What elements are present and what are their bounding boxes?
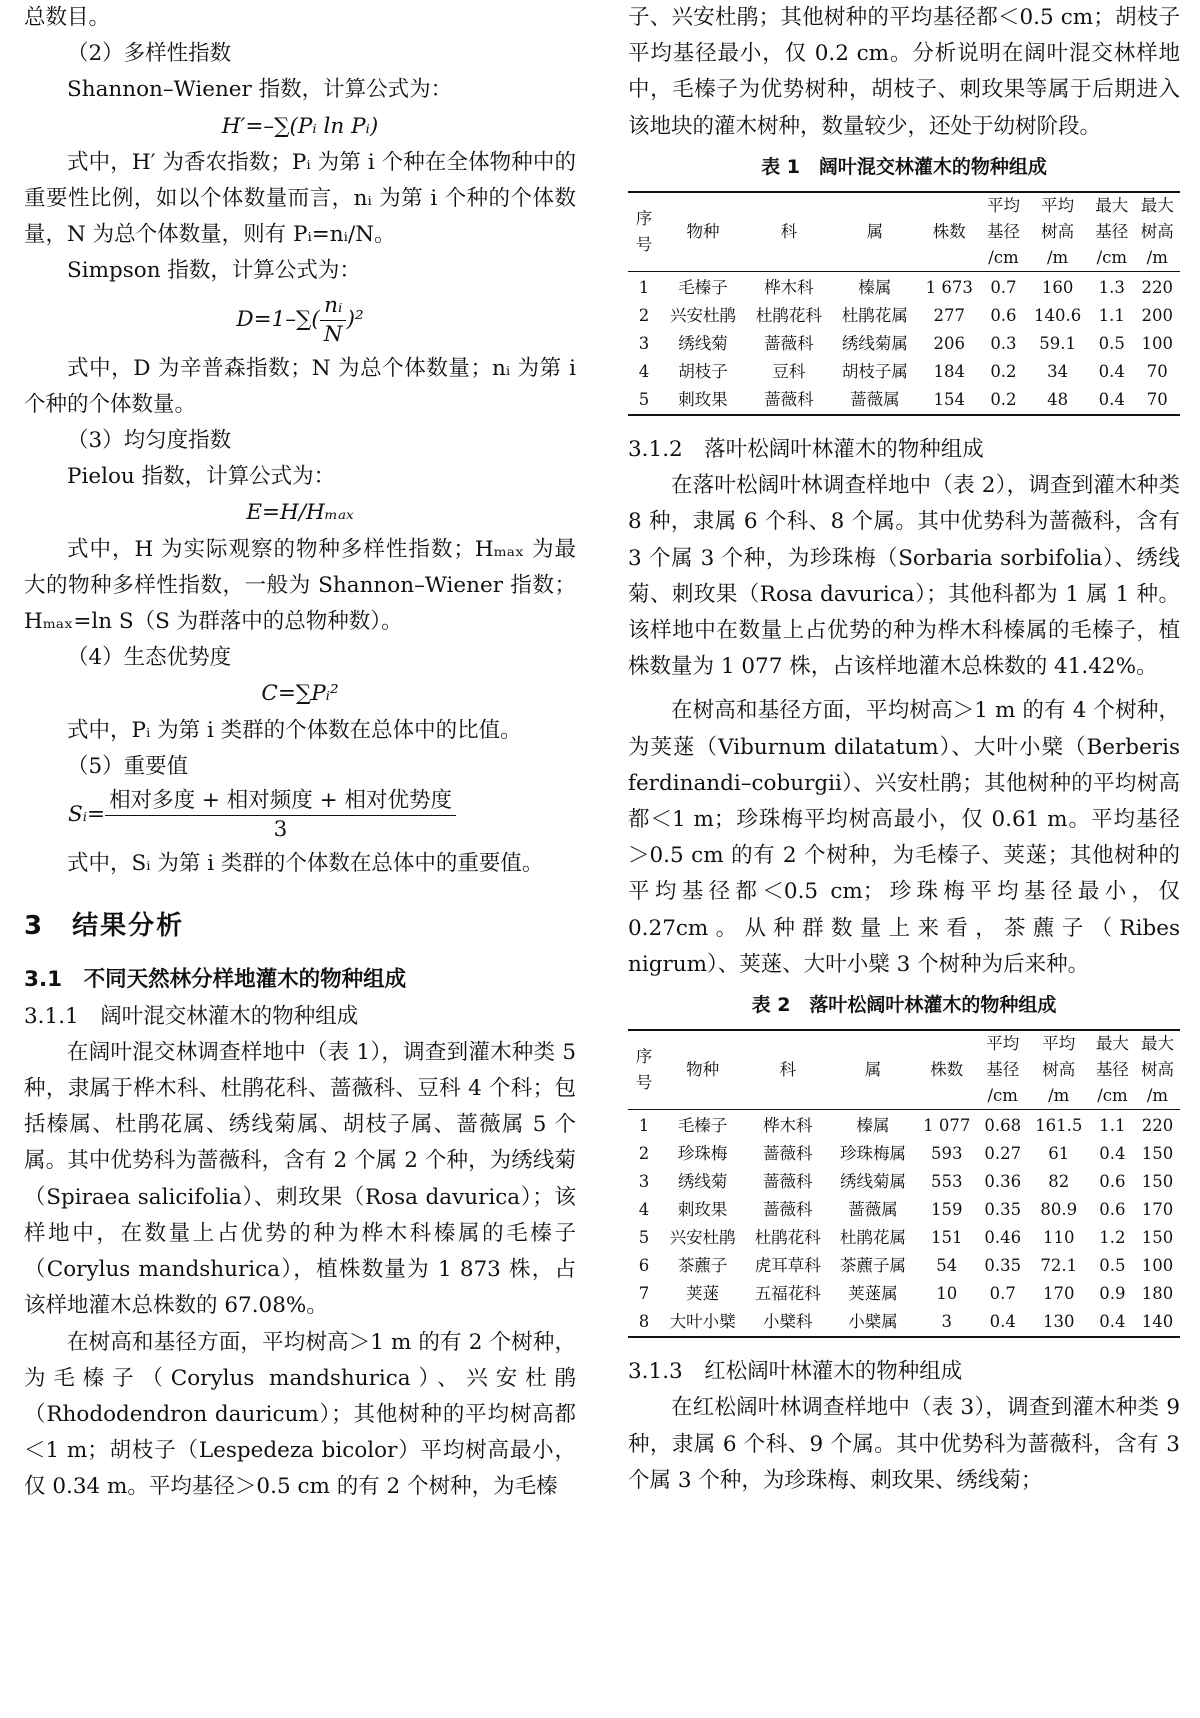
col-header-avg-h-unit: /m (1026, 245, 1089, 272)
table-cell: 1.1 (1099, 1116, 1126, 1136)
table-cell: 154 (933, 390, 966, 410)
col-header-avg-d-2: 基径 (986, 222, 1020, 242)
table-cell: 553 (931, 1172, 963, 1192)
table-cell: 593 (931, 1144, 963, 1164)
table-cell: 五福花科 (754, 1284, 821, 1304)
table-2-body (628, 1110, 1180, 1338)
table-cell: 绣线菊属 (841, 334, 908, 354)
subheading-importance: （5）重要值 (67, 753, 189, 779)
table-cell: 荚蒾 (686, 1284, 720, 1304)
table-cell: 3 (638, 334, 650, 354)
table-cell: 160 (1041, 278, 1074, 298)
simpson-fraction (320, 292, 347, 349)
table-cell: 蔷薇科 (764, 390, 814, 410)
paragraph-3-1-2-a: 在落叶松阔叶林调查样地中（表 2），调查到灌木种类 8 种，隶属 6 个科、8 个属。其中优势科为蔷薇科，含有 3 个属 3 个种，为珍珠梅（Sorbaria sorbifolia）、绣线菊、刺玫果（Rosa davurica）；其他科都为 1 属 1 种。该样地中在数量上占优势的种为桦木科榛属的毛榛子，植株数量为 1 077 株，占该样地灌木总株数的 41.42%。 (628, 473, 1180, 680)
col-header-no: 序号 (628, 1030, 660, 1110)
table-cell: 绣线菊 (677, 1172, 728, 1192)
simpson-formula-left: D=1–∑( (236, 307, 320, 333)
table-cell: 杜鹃花科 (754, 1228, 821, 1248)
table-cell: 0.4 (1098, 362, 1125, 382)
table-cell: 80.9 (1040, 1200, 1078, 1220)
table-cell: 4 (638, 362, 650, 382)
table-cell: 3 (638, 1172, 650, 1192)
table-cell: 1 077 (923, 1116, 971, 1136)
table-cell: 0.2 (990, 362, 1017, 382)
table-cell: 虎耳草科 (754, 1256, 821, 1276)
shannon-intro: Shannon–Wiener 指数，计算公式为： (67, 77, 453, 103)
table-2-caption: 表 2 落叶松阔叶林灌木的物种组成 (751, 994, 1057, 1017)
table-cell: 0.4 (1098, 390, 1125, 410)
table-cell: 刺玫果 (678, 390, 728, 410)
table-cell: 200 (1141, 306, 1173, 326)
paragraph-continued: 子、兴安杜鹃；其他树种的平均基径都＜0.5 cm；胡枝子平均基径最小，仅 0.2 cm。分析说明在阔叶混交林样地中，毛榛子为优势树种，胡枝子、刺玫果等属于后期进入该地块的灌木树种，数量较少，还处于幼树阶段。 (628, 5, 1180, 139)
table-cell: 杜鹃花属 (839, 1228, 906, 1248)
table-cell: 0.4 (1099, 1144, 1126, 1164)
table-cell: 绣线菊属 (839, 1172, 906, 1192)
table-cell: 220 (1141, 1116, 1174, 1136)
subsubsection-heading-3-1-3: 3.1.3 红松阔叶林灌木的物种组成 (628, 1359, 963, 1385)
importance-formula-left: Sᵢ= (68, 802, 106, 828)
importance-description: 式中，Sᵢ 为第 i 类群的个体数在总体中的重要值。 (67, 851, 544, 877)
table-cell: 130 (1042, 1312, 1075, 1332)
table-cell: 榛属 (858, 278, 892, 298)
table-cell: 72.1 (1040, 1256, 1078, 1276)
table-cell: 榛属 (856, 1116, 890, 1136)
table-cell: 8 (638, 1312, 650, 1332)
table-1 (628, 191, 1180, 416)
table-cell: 0.35 (984, 1200, 1022, 1220)
table-row (628, 1140, 1180, 1168)
table-cell: 0.7 (990, 278, 1017, 298)
table-cell: 珍珠梅 (677, 1144, 728, 1164)
subheading-diversity-index: （2）多样性指数 (67, 41, 232, 67)
table-cell: 170 (1042, 1284, 1075, 1304)
table-cell: 小檗属 (848, 1312, 898, 1332)
table-cell: 豆科 (772, 362, 806, 382)
table-cell: 54 (936, 1256, 958, 1276)
table-cell: 0.27 (984, 1144, 1022, 1164)
simpson-description: 式中，D 为辛普森指数；N 为总个体数量；nᵢ 为第 i 个种的个体数量。 (24, 355, 576, 417)
col-header-avg-h-unit: /m (1028, 1083, 1090, 1110)
right-column (628, 0, 1180, 1499)
paragraph-3-1-1-b: 在树高和基径方面，平均树高＞1 m 的有 2 个树种，为毛榛子（Corylus mandshurica）、兴安杜鹃（Rhododendron dauricum）；其他树种的平均树高都＜1 m；胡枝子（Lespedeza bicolor）平均树高最小，仅 0.34 m。平均基径＞0.5 cm 的有 2 个树种，为毛榛 (24, 1329, 576, 1500)
table-cell: 胡枝子属 (841, 362, 908, 382)
pielou-formula: E=H/Hₘₐₓ (246, 500, 354, 526)
col-header-count: 株数 (918, 192, 981, 272)
table-row (628, 1252, 1180, 1280)
table-cell: 0.68 (984, 1116, 1022, 1136)
simpson-formula (24, 292, 576, 349)
col-header-avg-d: 平均 (986, 1034, 1020, 1054)
col-header-avg-h-2: 树高 (1041, 222, 1075, 242)
section-heading-results: 3 结果分析 (24, 911, 185, 942)
col-header-max-h: 最大 (1140, 196, 1174, 216)
table-cell: 180 (1141, 1284, 1174, 1304)
table-cell: 150 (1141, 1172, 1174, 1192)
table-cell: 1.3 (1098, 278, 1125, 298)
table-cell: 5 (638, 390, 650, 410)
table-cell: 277 (933, 306, 966, 326)
table-cell: 5 (638, 1228, 650, 1248)
col-header-family: 科 (745, 1030, 830, 1110)
col-header-avg-h: 平均 (1042, 1034, 1076, 1054)
table-cell: 蔷薇科 (764, 334, 814, 354)
table-cell: 0.2 (990, 390, 1017, 410)
subsection-heading-3-1: 3.1 不同天然林分样地灌木的物种组成 (24, 967, 407, 993)
table-cell: 荚蒾属 (848, 1284, 898, 1304)
table-cell: 毛榛子 (678, 278, 728, 298)
col-header-max-d: 最大 (1095, 1034, 1129, 1054)
pielou-intro: Pielou 指数，计算公式为： (67, 464, 336, 490)
col-header-species: 物种 (660, 192, 746, 272)
col-header-max-d-unit: /cm (1090, 1083, 1135, 1110)
col-header-genus: 属 (832, 192, 918, 272)
table-cell: 1.2 (1099, 1228, 1126, 1248)
col-header-max-h-2: 树高 (1140, 1060, 1174, 1080)
table-cell: 杜鹃花科 (755, 306, 822, 326)
table-row (628, 272, 1180, 303)
col-header-avg-h-2: 树高 (1042, 1060, 1076, 1080)
table-cell: 48 (1047, 390, 1069, 410)
col-header-avg-h: 平均 (1041, 196, 1075, 216)
table-cell: 161.5 (1035, 1116, 1083, 1136)
table-row (628, 1224, 1180, 1252)
col-header-max-d-unit: /cm (1089, 245, 1134, 272)
subsubsection-heading-3-1-2: 3.1.2 落叶松阔叶林灌木的物种组成 (628, 437, 984, 463)
table-cell: 大叶小檗 (669, 1312, 736, 1332)
table-cell: 100 (1141, 334, 1173, 354)
table-cell: 小檗科 (763, 1312, 813, 1332)
table-cell: 6 (638, 1256, 650, 1276)
table-cell: 2 (638, 306, 650, 326)
table-cell: 0.36 (984, 1172, 1022, 1192)
table-cell: 茶藨子属 (839, 1256, 906, 1276)
table-cell: 杜鹃花属 (841, 306, 908, 326)
simpson-formula-right: )² (346, 307, 364, 333)
table-1-caption: 表 1 阔叶混交林灌木的物种组成 (761, 155, 1047, 178)
table-cell: 2 (638, 1144, 650, 1164)
table-cell: 绣线菊 (678, 334, 728, 354)
simpson-numerator: nᵢ (320, 292, 346, 321)
table-cell: 100 (1141, 1256, 1174, 1276)
table-cell: 桦木科 (763, 1116, 813, 1136)
table-cell: 蔷薇科 (763, 1144, 813, 1164)
table-cell: 0.5 (1099, 1256, 1126, 1276)
table-cell: 82 (1048, 1172, 1070, 1192)
table-row (628, 1308, 1180, 1337)
col-header-max-h-unit: /m (1135, 245, 1181, 272)
table-cell: 151 (931, 1228, 963, 1248)
table-cell: 刺玫果 (677, 1200, 728, 1220)
table-cell: 140.6 (1033, 306, 1082, 326)
table-cell: 0.6 (1099, 1172, 1126, 1192)
table-cell: 蔷薇科 (763, 1172, 813, 1192)
simpson-denominator: N (323, 321, 343, 347)
col-header-genus: 属 (830, 1030, 915, 1110)
importance-fraction (105, 787, 456, 844)
simpson-intro: Simpson 指数，计算公式为： (67, 258, 361, 284)
subheading-dominance: （4）生态优势度 (67, 645, 232, 671)
shannon-formula: H′=–∑(Pᵢ ln Pᵢ) (221, 113, 379, 139)
table-cell: 珍珠梅属 (839, 1144, 906, 1164)
table-cell: 桦木科 (764, 278, 814, 298)
col-header-max-d: 最大 (1095, 196, 1129, 216)
table-row (628, 330, 1180, 358)
col-header-species: 物种 (660, 1030, 745, 1110)
table-row (628, 1280, 1180, 1308)
table-cell: 1.1 (1098, 306, 1125, 326)
table-cell: 110 (1042, 1228, 1075, 1248)
table-cell: 毛榛子 (677, 1116, 728, 1136)
table-cell: 1 673 (925, 278, 973, 298)
table-cell: 0.6 (1099, 1200, 1126, 1220)
table-cell: 3 (941, 1312, 952, 1332)
col-header-avg-d-2: 基径 (986, 1060, 1020, 1080)
subsubsection-heading-3-1-1: 3.1.1 阔叶混交林灌木的物种组成 (24, 1003, 359, 1029)
text-line: 总数目。 (24, 5, 111, 30)
col-header-count: 株数 (916, 1030, 978, 1110)
left-column (24, 0, 576, 1506)
table-row (628, 1196, 1180, 1224)
table-cell: 1 (638, 278, 650, 298)
table-cell: 150 (1141, 1144, 1174, 1164)
table-row (628, 1110, 1180, 1141)
table-row (628, 1168, 1180, 1196)
table-cell: 206 (933, 334, 966, 354)
table-cell: 170 (1141, 1200, 1174, 1220)
table-cell: 220 (1141, 278, 1173, 298)
table-cell: 兴安杜鹃 (669, 1228, 736, 1248)
table-cell: 61 (1048, 1144, 1070, 1164)
dominance-description: 式中，Pᵢ 为第 i 类群的个体数在总体中的比值。 (67, 717, 522, 743)
table-cell: 59.1 (1039, 334, 1076, 354)
table-cell: 184 (933, 362, 966, 382)
table-cell: 茶藨子 (677, 1256, 728, 1276)
table-row (628, 358, 1180, 386)
table-cell: 4 (638, 1200, 650, 1220)
table-cell: 0.4 (989, 1312, 1016, 1332)
table-cell: 150 (1141, 1228, 1174, 1248)
table-cell: 0.7 (989, 1284, 1016, 1304)
table-cell: 140 (1141, 1312, 1174, 1332)
table-1-body (628, 272, 1180, 416)
paragraph-3-1-1-a: 在阔叶混交林调查样地中（表 1），调查到灌木种类 5 种，隶属于桦木科、杜鹃花科、蔷薇科、豆科 4 个科；包括榛属、杜鹃花属、绣线菊属、胡枝子属、蔷薇属 5 个属。其中优势科为蔷薇科，含有 2 个属 2 个种，为绣线菊（Spiraea salicifolia）、刺玫果（Rosa davurica）；该样地中，在数量上占优势的种为桦木科榛属的毛榛子（Corylus mandshurica），植株数量为 1 873 株，占该样地灌木总株数的 67.08%。 (24, 1039, 576, 1319)
table-cell: 1 (638, 1116, 650, 1136)
col-header-no: 序号 (628, 192, 660, 272)
table-cell: 蔷薇属 (848, 1200, 898, 1220)
col-header-max-d-2: 基径 (1095, 222, 1129, 242)
table-cell: 34 (1047, 362, 1069, 382)
importance-numerator: 相对多度 + 相对频度 + 相对优势度 (105, 787, 456, 816)
table-cell: 70 (1146, 390, 1168, 410)
table-cell: 70 (1146, 362, 1168, 382)
col-header-max-h: 最大 (1140, 1034, 1174, 1054)
col-header-max-h-unit: /m (1135, 1083, 1180, 1110)
table-cell: 胡枝子 (678, 362, 728, 382)
table-cell: 0.4 (1099, 1312, 1126, 1332)
pielou-description: 式中，H 为实际观察的物种多样性指数；Hₘₐₓ 为最大的物种多样性指数，一般为 Shannon–Wiener 指数；Hₘₐₓ=ln S（S 为群落中的总物种数）。 (24, 536, 576, 635)
shannon-description: 式中，H′ 为香农指数；Pᵢ 为第 i 个种在全体物种中的重要性比例，如以个体数量而言，nᵢ 为第 i 个种的个体数量，N 为总个体数量，则有 Pᵢ=nᵢ/N。 (24, 149, 576, 248)
table-cell: 0.5 (1098, 334, 1125, 354)
col-header-family: 科 (746, 192, 832, 272)
table-cell: 蔷薇科 (763, 1200, 813, 1220)
table-cell: 159 (931, 1200, 963, 1220)
subheading-evenness-index: （3）均匀度指数 (67, 428, 232, 454)
paragraph-3-1-3-a: 在红松阔叶林调查样地中（表 3），调查到灌木种类 9 种，隶属 6 个科、9 个属。其中优势科为蔷薇科，含有 3 个属 3 个种，为珍珠梅、刺玫果、绣线菊； (628, 1395, 1180, 1493)
table-cell: 7 (638, 1284, 650, 1304)
importance-formula (24, 787, 576, 844)
table-cell: 兴安杜鹃 (669, 306, 736, 326)
table-row (628, 302, 1180, 330)
col-header-avg-d: 平均 (986, 196, 1020, 216)
table-cell: 0.9 (1099, 1284, 1126, 1304)
table-2 (628, 1029, 1180, 1338)
table-cell: 蔷薇属 (850, 390, 900, 410)
table-cell: 0.6 (990, 306, 1017, 326)
dominance-formula: C=∑Pᵢ² (261, 681, 339, 707)
col-header-avg-d-unit: /cm (981, 245, 1026, 272)
table-row (628, 386, 1180, 415)
col-header-max-d-2: 基径 (1095, 1060, 1129, 1080)
table-cell: 0.35 (984, 1256, 1022, 1276)
importance-denominator: 3 (273, 817, 288, 843)
table-cell: 10 (936, 1284, 958, 1304)
col-header-avg-d-unit: /cm (978, 1083, 1028, 1110)
paragraph-3-1-2-b: 在树高和基径方面，平均树高＞1 m 的有 4 个树种，为荚蒾（Viburnum dilatatum）、大叶小檗（Berberis ferdinandi–coburgii）、兴安杜鹃；其他树种的平均树高都＜1 m；珍珠梅平均树高最小，仅 0.61 m。平均基径＞0.5 cm 的有 2 个树种，为毛榛子、荚蒾；其他树种的平均基径都＜0.5 cm；珍珠梅平均基径最小，仅 0.27cm。从种群数量上来看，茶藨子（Ribes nigrum）、荚蒾、大叶小檗 3 个树种为后来种。 (628, 698, 1180, 977)
col-header-max-h-2: 树高 (1140, 222, 1174, 242)
table-cell: 0.3 (990, 334, 1017, 354)
table-cell: 0.46 (984, 1228, 1022, 1248)
